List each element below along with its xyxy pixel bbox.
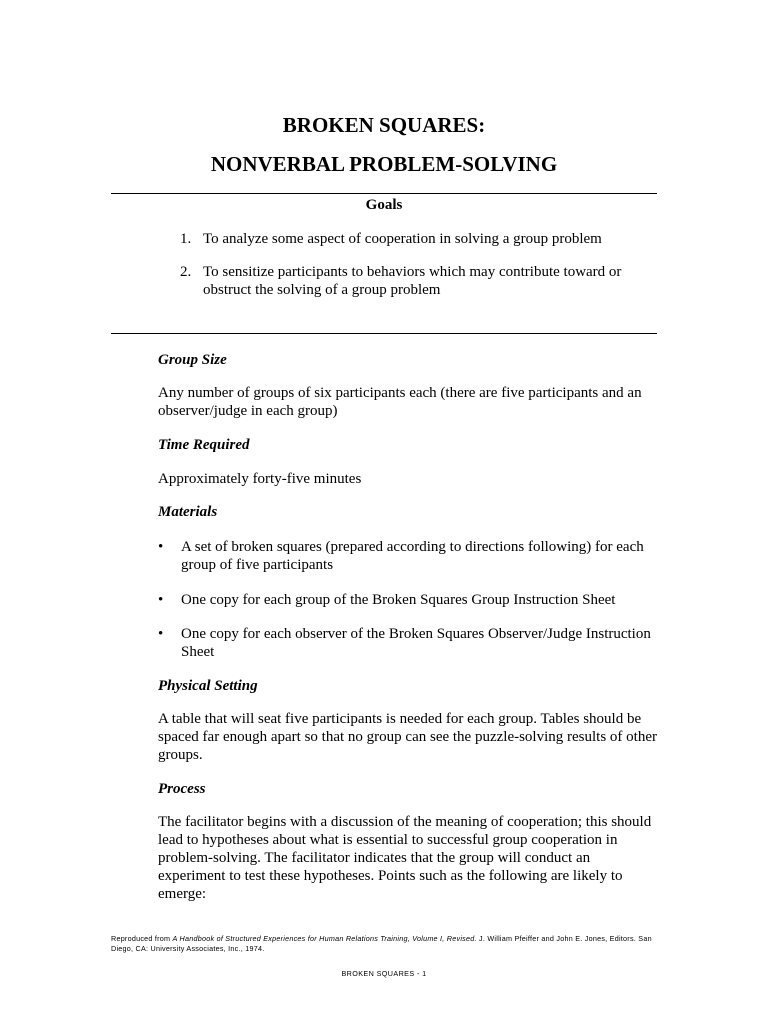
goal-text: To analyze some aspect of cooperation in solving a group problem xyxy=(203,231,602,247)
title-line-1: BROKEN SQUARES: xyxy=(282,113,486,137)
materials-item xyxy=(158,538,658,574)
materials-item xyxy=(158,625,658,661)
bottom-divider xyxy=(111,333,657,334)
page-number: BROKEN SQUARES - 1 xyxy=(341,969,427,978)
goal-item xyxy=(180,263,660,299)
time-required-heading: Time Required xyxy=(158,437,250,453)
process-heading: Process xyxy=(158,781,206,797)
group-size-heading: Group Size xyxy=(158,352,227,368)
goal-text: To sensitize participants to behaviors which may contribute toward or obstruct the solving of a group problem xyxy=(203,264,622,298)
goals-heading: Goals xyxy=(365,197,403,213)
group-size-text: Any number of groups of six participants each (there are five participants and an observer/judge in each group) xyxy=(158,385,642,419)
materials-item-text: A set of broken squares (prepared according to directions following) for each group of five participants xyxy=(181,539,644,573)
physical-setting-text: A table that will seat five participants is needed for each group. Tables should be spaced far enough apart so that no group can see the puzzle-solving results of other groups. xyxy=(158,711,657,763)
footnote-book-title: A Handbook of Structured Experiences for Human Relations Training, Volume I, Revised. xyxy=(172,934,477,943)
top-divider xyxy=(111,193,657,194)
bullet-icon: • xyxy=(158,592,164,608)
physical-setting-heading: Physical Setting xyxy=(158,678,258,694)
materials-heading: Materials xyxy=(158,504,218,520)
goal-item xyxy=(180,230,660,248)
materials-item xyxy=(158,591,658,609)
footnote-prefix: Reproduced from xyxy=(111,934,173,943)
goal-number: 2. xyxy=(180,264,192,280)
footnote-suffix: J. William Pfeiffer and John E. Jones, Editors. San Diego, CA: University Associates, Inc., 1974. xyxy=(111,934,652,953)
time-required-text: Approximately forty-five minutes xyxy=(158,471,362,487)
goal-number: 1. xyxy=(180,231,192,247)
materials-item-text: One copy for each group of the Broken Squares Group Instruction Sheet xyxy=(181,592,616,608)
process-text: The facilitator begins with a discussion of the meaning of cooperation; this should lead to hypotheses about what is essential to successful group cooperation in problem-solving. The facilitator indicates that the group will conduct an experiment to test these hypotheses. Points such as the following are likely to emerge: xyxy=(158,814,652,902)
bullet-icon: • xyxy=(158,626,164,642)
materials-item-text: One copy for each observer of the Broken Squares Observer/Judge Instruction Sheet xyxy=(181,626,651,660)
title-line-2: NONVERBAL PROBLEM-SOLVING xyxy=(210,152,558,176)
bullet-icon: • xyxy=(158,539,164,555)
source-footnote xyxy=(111,934,671,954)
